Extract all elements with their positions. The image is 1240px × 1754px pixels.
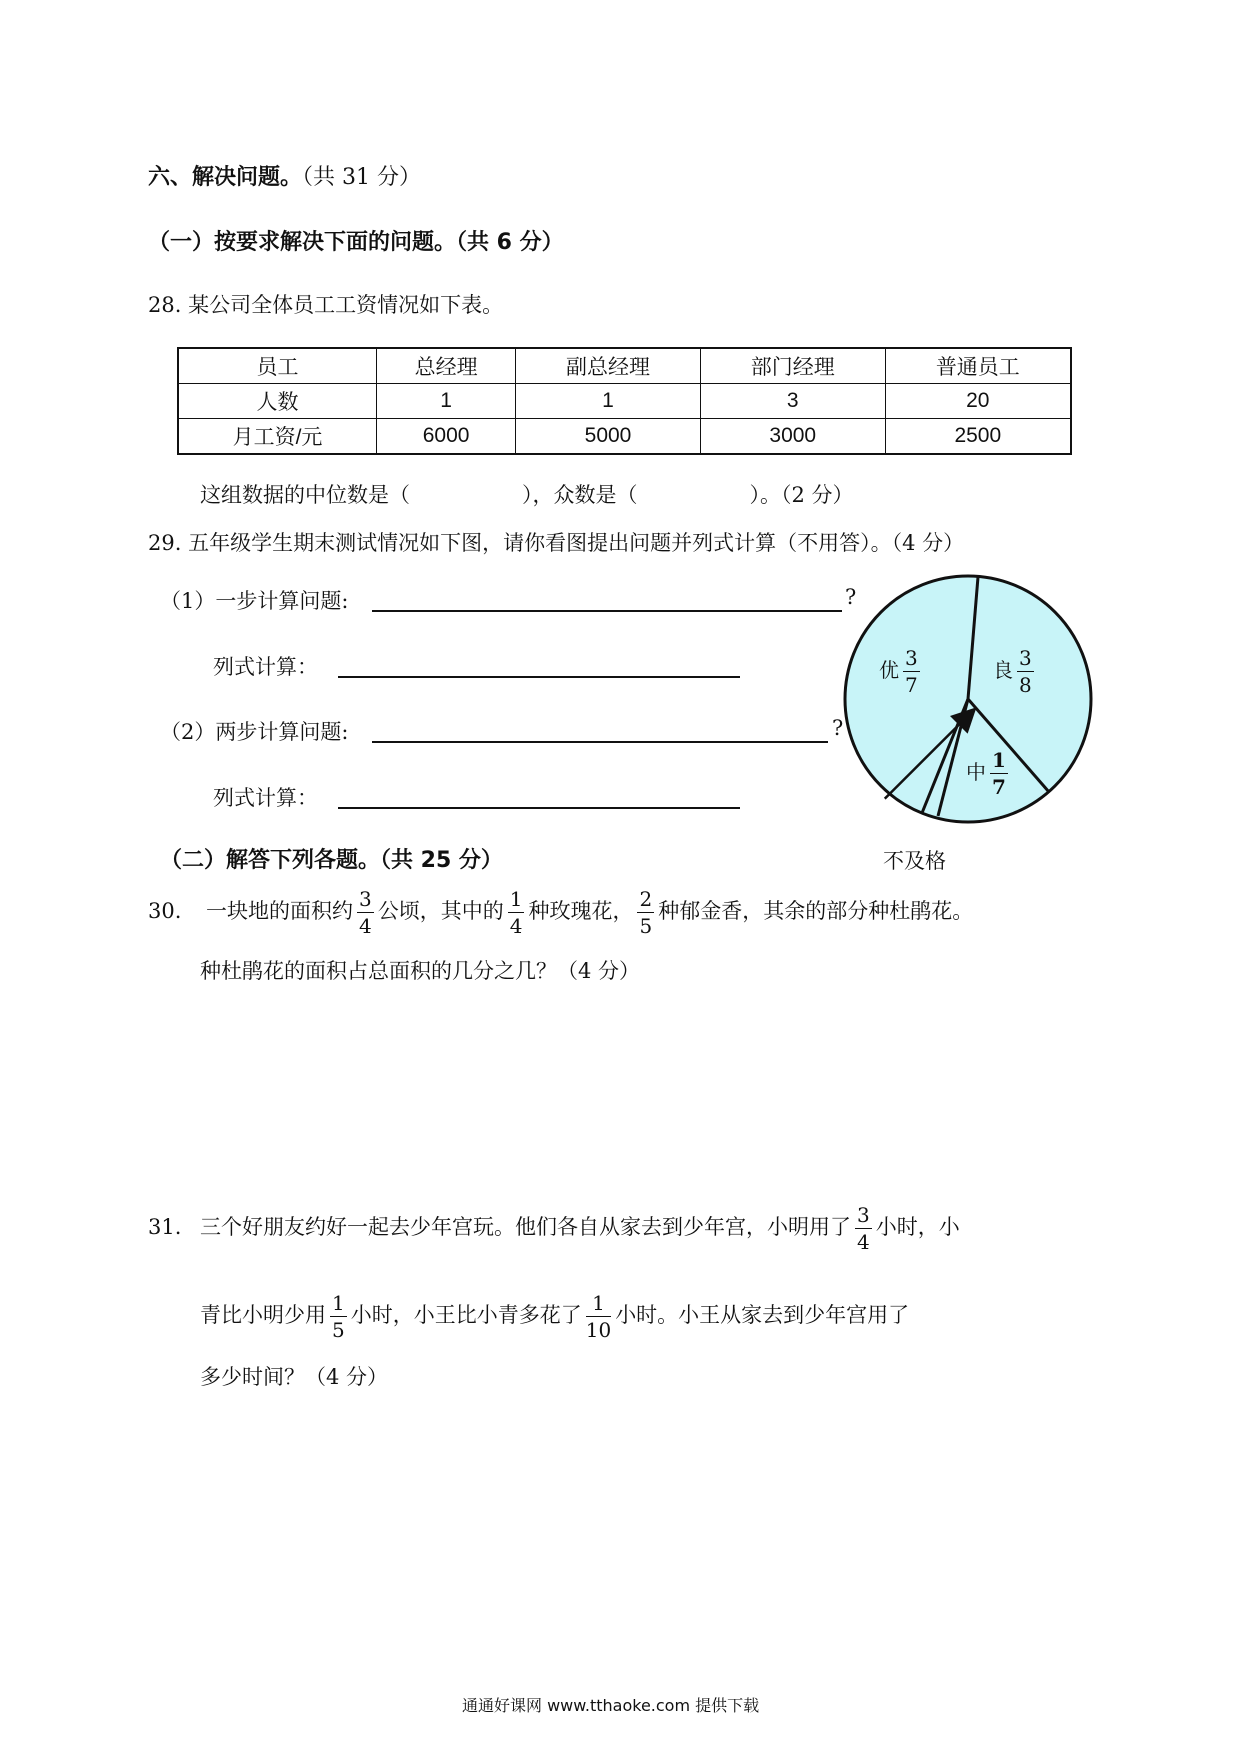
q29-item2-qmark: ? xyxy=(832,716,844,740)
table-cell: 1 xyxy=(516,384,701,419)
table-cell: 人数 xyxy=(178,384,377,419)
section-title xyxy=(148,160,421,191)
pie-label-fail: 不及格 xyxy=(883,849,946,873)
q28-score: ）。（2 分） xyxy=(749,483,854,507)
table-cell: 3000 xyxy=(700,419,885,455)
table-cell: 月工资/元 xyxy=(178,419,377,455)
table-cell: 20 xyxy=(885,384,1071,419)
pie-label-zhong-text: 中 xyxy=(966,760,986,784)
q31-text-1: 三个好朋友约好一起去少年宫玩。他们各自从家去到少年宫，小明用了 xyxy=(200,1215,851,1239)
q31-number: 31. xyxy=(148,1215,182,1239)
q30-text-2: 公顷，其中的 xyxy=(377,899,504,923)
pie-label-liang xyxy=(993,648,1038,695)
section-title-score: （共 31 分） xyxy=(302,165,421,190)
pie-label-you xyxy=(879,648,924,695)
q30-fraction-1-4: $\frac{1}{4}$ xyxy=(509,887,523,938)
pie-label-you-fraction: $\frac{3}{7}$ xyxy=(905,646,918,697)
q29-item1-answer-line[interactable] xyxy=(372,610,842,612)
q29-item1-calc-line[interactable] xyxy=(338,676,740,678)
table-cell: 部门经理 xyxy=(700,348,885,384)
part2-title: （二）解答下列各题。（共 25 分） xyxy=(160,848,503,873)
wage-table xyxy=(177,347,1072,455)
q31-text-3: 青比小明少用 xyxy=(200,1303,326,1327)
table-cell: 总经理 xyxy=(377,348,516,384)
pie-label-you-text: 优 xyxy=(879,658,899,682)
table-row xyxy=(178,419,1071,455)
q31-text-4: 小时，小王比小青多花了 xyxy=(350,1303,582,1327)
q29-prompt: 29. 五年级学生期末测试情况如下图，请你看图提出问题并列式计算（不用答）。（4 分） xyxy=(148,531,965,555)
section-title-bold: 六、解决问题。 xyxy=(148,165,303,190)
table-cell: 2500 xyxy=(885,419,1071,455)
q30-text-1: 一块地的面积约 xyxy=(206,899,353,923)
q31-fraction-1-5: $\frac{1}{5}$ xyxy=(332,1291,345,1342)
q28-answer-line xyxy=(200,479,854,509)
table-cell: 副总经理 xyxy=(516,348,701,384)
q29-item1-qmark: ? xyxy=(845,585,857,609)
q29-item1-calc-label: 列式计算： xyxy=(213,655,318,679)
pie-chart xyxy=(842,573,1102,873)
q29-item2-calc-line[interactable] xyxy=(338,807,740,809)
table-cell: 普通员工 xyxy=(885,348,1071,384)
pie-label-zhong xyxy=(966,750,1012,797)
mode-label: ），众数是（ xyxy=(522,483,638,507)
q30-line2: 种杜鹃花的面积占总面积的几分之几？（4 分） xyxy=(200,959,641,983)
q30-text-4: 种郁金香，其余的部分种杜鹃花。 xyxy=(658,899,974,923)
table-cell: 3 xyxy=(700,384,885,419)
median-label: 这组数据的中位数是（ xyxy=(200,483,410,507)
q29-item2-answer-line[interactable] xyxy=(372,741,828,743)
q29-item2-label: （2）两步计算问题: xyxy=(160,720,349,744)
pie-label-liang-text: 良 xyxy=(993,658,1013,682)
q30-number: 30. xyxy=(148,899,182,923)
q28-prompt: 28. 某公司全体员工工资情况如下表。 xyxy=(148,293,504,317)
footer-credit: 通通好课网 www.tthaoke.com 提供下载 xyxy=(462,1696,760,1715)
q31-fraction-3-4: $\frac{3}{4}$ xyxy=(857,1203,870,1254)
q29-item2-calc-label: 列式计算： xyxy=(213,786,318,810)
q30-fraction-2-5: $\frac{2}{5}$ xyxy=(639,887,653,938)
pie-label-liang-fraction: $\frac{3}{8}$ xyxy=(1019,646,1032,697)
table-cell: 5000 xyxy=(516,419,701,455)
q30-text-3: 种玫瑰花， xyxy=(528,899,634,923)
table-cell: 员工 xyxy=(178,348,377,384)
q31-text-2: 小时，小 xyxy=(875,1215,960,1239)
q31-line1 xyxy=(148,1205,960,1252)
table-row xyxy=(178,348,1071,384)
q31-text-5: 小时。小王从家去到少年宫用了 xyxy=(615,1303,910,1327)
table-cell: 1 xyxy=(377,384,516,419)
table-cell: 6000 xyxy=(377,419,516,455)
q31-line2 xyxy=(200,1293,909,1340)
part1-title: （一）按要求解决下面的问题。（共 6 分） xyxy=(148,230,564,255)
pie-label-zhong-fraction: $\frac{1}{7}$ xyxy=(992,748,1006,799)
q31-fraction-1-10: $\frac{1}{10}$ xyxy=(585,1291,612,1342)
q30-fraction-3-4: $\frac{3}{4}$ xyxy=(359,887,372,938)
q30-line1 xyxy=(148,889,973,936)
table-row xyxy=(178,384,1071,419)
q31-line3: 多少时间？（4 分） xyxy=(200,1365,389,1389)
q29-item1-label: （1）一步计算问题: xyxy=(160,589,349,613)
